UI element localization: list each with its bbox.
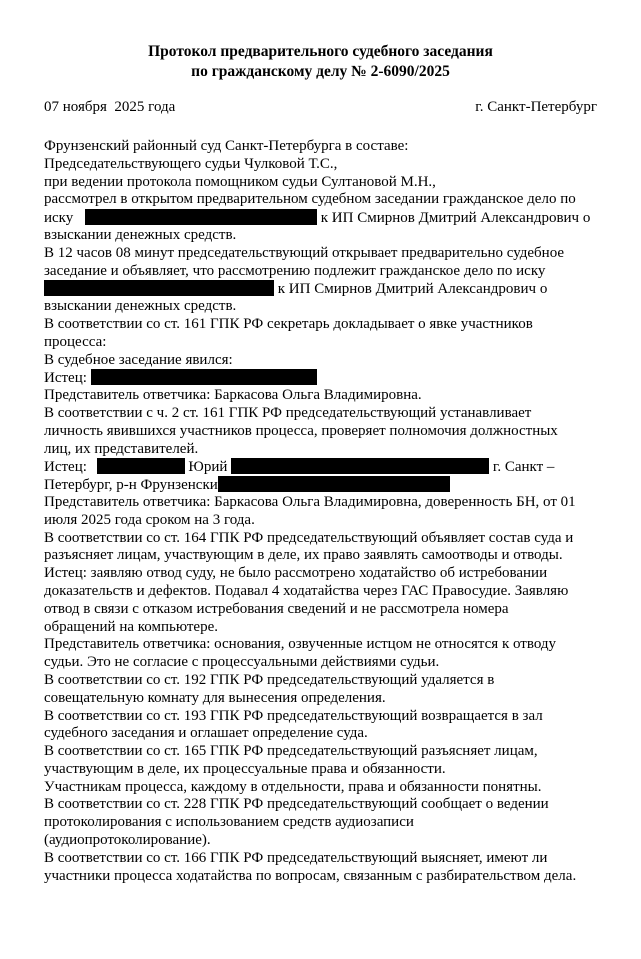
- text-line: Представитель ответчика: основания, озвученные истцом не относятся к отводу: [44, 636, 557, 653]
- text-line: В соответствии со ст. 228 ГПК РФ председательствующий сообщает о ведении: [44, 796, 549, 813]
- text-line: взыскании денежных средств.: [44, 226, 237, 243]
- text-line: Истец: заявляю отвод суду, не было рассмотрено ходатайство об истребовании: [44, 565, 548, 582]
- text-line: взыскании денежных средств.: [44, 298, 237, 315]
- text-segment: иску: [44, 210, 74, 227]
- redaction-block: [44, 280, 274, 296]
- text-line: [44, 280, 600, 298]
- text-line: В соответствии со ст. 192 ГПК РФ председательствующий удаляется в: [44, 671, 495, 688]
- text-line: при ведении протокола помощником судьи Султановой М.Н.,: [44, 173, 436, 190]
- title-line-1: Протокол предварительного судебного заседания: [148, 43, 493, 60]
- text-segment: г. Санкт –: [492, 459, 555, 476]
- text-line: [44, 369, 600, 387]
- protocol-title: [0, 42, 641, 82]
- text-line: личность явившихся участников процесса, проверяет полномочия должностных: [44, 422, 558, 439]
- redaction-block: [218, 476, 450, 492]
- text-line: В судебное заседание явился:: [44, 351, 233, 368]
- text-line: участвующим в деле, их процессуальные права и обязанности.: [44, 760, 446, 777]
- text-line: рассмотрел в открытом предварительном судебном заседании гражданское дело по: [44, 191, 576, 208]
- protocol-date: 07 ноября 2025 года: [44, 99, 176, 115]
- redaction-block: [91, 369, 317, 385]
- text-line: Председательствующего судьи Чулковой Т.С.,: [44, 155, 338, 172]
- protocol-city: г. Санкт-Петербург: [475, 99, 597, 115]
- text-line: В соответствии с ч. 2 ст. 161 ГПК РФ председательствующий устанавливает: [44, 404, 532, 421]
- text-line: судьи. Это не согласие с процессуальными действиями судьи.: [44, 654, 440, 671]
- title-line-2: по гражданскому делу № 2-6090/2025: [191, 63, 450, 80]
- text-line: разъясняет лицам, участвующим в деле, их право заявлять самоотводы и отводы.: [44, 547, 563, 564]
- text-line: доказательств и дефектов. Подавал 4 ходатайства через ГАС Правосудие. Заявляю: [44, 582, 569, 599]
- text-line: обращений на компьютере.: [44, 618, 218, 635]
- text-line: совещательную комнату для вынесения определения.: [44, 689, 386, 706]
- text-segment: Юрий: [188, 459, 228, 476]
- protocol-body: [44, 138, 600, 885]
- text-line: [44, 476, 600, 494]
- text-line: судебного заседания и оглашает определение суда.: [44, 725, 368, 742]
- text-line: участники процесса ходатайства по вопросам, связанным с разбирательством дела.: [44, 867, 577, 884]
- text-segment: к ИП Смирнов Дмитрий Александрович о: [277, 281, 548, 298]
- redaction-block: [231, 458, 489, 474]
- text-line: отвод в связи с отказом истребования сведений и не рассмотрела номера: [44, 600, 509, 617]
- redaction-block: [85, 209, 317, 225]
- date-place-row: [44, 99, 597, 119]
- text-line: заседание и объявляет, что рассмотрению подлежит гражданское дело по иску: [44, 262, 546, 279]
- text-segment: Истец:: [44, 370, 87, 387]
- text-line: лиц, их представителей.: [44, 440, 199, 457]
- text-line: (аудиопротоколирование).: [44, 832, 211, 849]
- text-line: Представитель ответчика: Баркасова Ольга Владимировна.: [44, 387, 422, 404]
- text-line: В соответствии со ст. 164 ГПК РФ председательствующий объявляет состав суда и: [44, 529, 574, 546]
- text-segment: Истец:: [44, 459, 87, 476]
- text-line: Фрунзенский районный суд Санкт-Петербурга в составе:: [44, 138, 409, 154]
- text-line: июля 2025 года сроком на 3 года.: [44, 511, 255, 528]
- text-line: В соответствии со ст. 193 ГПК РФ председательствующий возвращается в зал: [44, 707, 543, 724]
- text-line: В соответствии со ст. 161 ГПК РФ секретарь докладывает о явке участников: [44, 315, 533, 332]
- text-line: Участникам процесса, каждому в отдельности, права и обязанности понятны.: [44, 778, 542, 795]
- text-line: [44, 458, 600, 476]
- text-segment: к ИП Смирнов Дмитрий Александрович о: [320, 210, 591, 227]
- text-line: протоколирования с использованием средств аудиозаписи: [44, 814, 414, 831]
- text-line: процесса:: [44, 333, 107, 350]
- redaction-block: [97, 458, 185, 474]
- text-line: В соответствии со ст. 165 ГПК РФ председательствующий разъясняет лицам,: [44, 743, 538, 760]
- text-segment: Петербург, р-н Фрунзенски: [44, 477, 218, 494]
- text-line: Представитель ответчика: Баркасова Ольга Владимировна, доверенность БН, от 01: [44, 493, 576, 510]
- text-line: В соответствии со ст. 166 ГПК РФ председательствующий выясняет, имеют ли: [44, 849, 548, 866]
- text-line: [44, 209, 600, 227]
- text-line: В 12 часов 08 минут председательствующий открывает предварительно судебное: [44, 244, 565, 261]
